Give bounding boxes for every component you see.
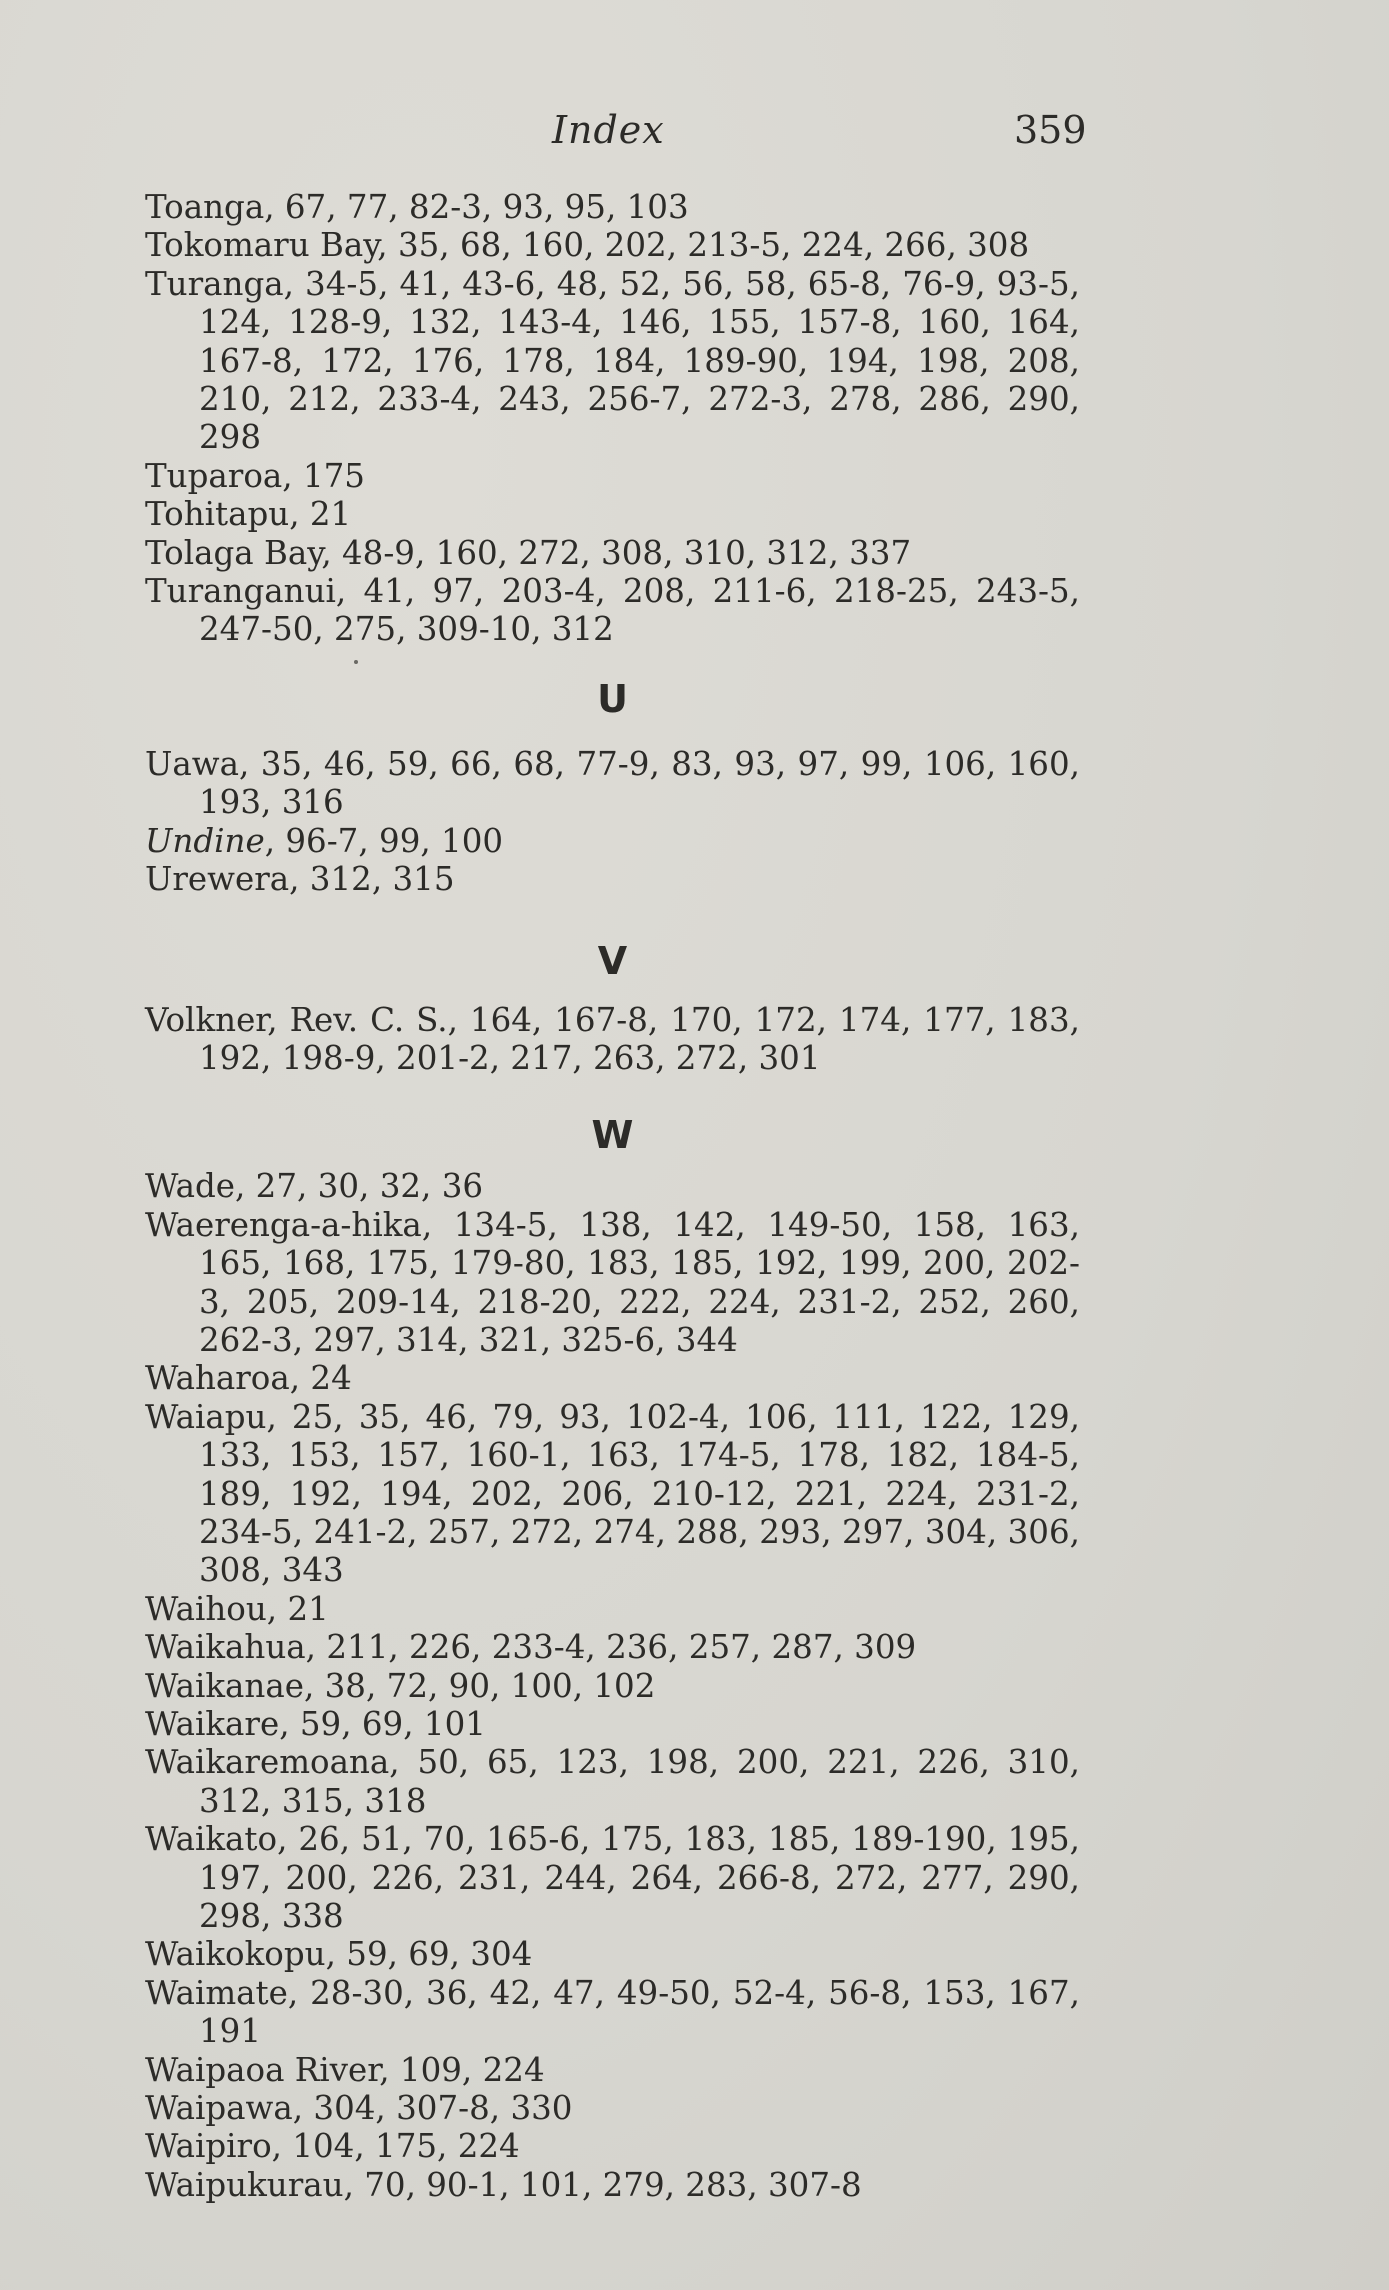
page-refs: , 104, 175, 224 — [271, 2127, 520, 2166]
index-term: Waipaoa River — [145, 2050, 380, 2089]
section-letter-v: V — [597, 938, 628, 983]
index-term: Tohitapu — [145, 495, 290, 534]
index-term: Waikaremoana — [145, 1743, 390, 1782]
index-term: Waikato — [145, 1820, 278, 1859]
index-term: Volkner, Rev. C. S. — [145, 1000, 448, 1039]
index-term: Waipukurau — [145, 2165, 344, 2204]
index-entry-waikanae — [145, 1667, 1080, 1705]
index-entry-waimate — [145, 1974, 1080, 2051]
index-entry-tohitapu — [145, 495, 1080, 533]
page-refs: , 59, 69, 304 — [325, 1935, 533, 1974]
page-refs: , 35, 46, 59, 66, 68, 77-9, 83, 93, 97, 99, 106, 160, 193, 316 — [199, 744, 1080, 822]
index-entry-volkner — [145, 1001, 1080, 1078]
page-refs: , 312, 315 — [289, 860, 455, 899]
page-refs: , 41, 97, 203-4, 208, 211-6, 218-25, 243-5, 247-50, 275, 309-10, 312 — [199, 572, 1080, 649]
page-refs: , 211, 226, 233-4, 236, 257, 287, 309 — [305, 1628, 917, 1667]
index-body — [145, 188, 1080, 2204]
index-entry-waihou — [145, 1590, 1080, 1628]
page-refs: , 34-5, 41, 43-6, 48, 52, 56, 58, 65-8, 76-9, 93-5, 124, 128-9, 132, 143-4, 146, 155, 157-8, 160, 164, 167-8, 172, 176, 178, 184, 189-90, 194, 198, 208, 210, 212, 233-4, 243, 256-7, 272-3, 278, 286, 290, 298 — [199, 264, 1080, 457]
index-entry-waipawa — [145, 2089, 1080, 2127]
index-entry-waikokopu — [145, 1935, 1080, 1973]
page-refs: , 67, 77, 82-3, 93, 95, 103 — [264, 188, 689, 226]
section-letter-w: W — [591, 1113, 634, 1158]
index-term: Waikahua — [145, 1628, 306, 1667]
index-term: Tokomaru Bay — [145, 226, 378, 265]
page-refs: , 134-5, 138, 142, 149-50, 158, 163, 165, 168, 175, 179-80, 183, 185, 192, 199, 200, 202-3, 205, 209-14, 218-20, 222, 224, 231-2, 252, 260, 262-3, 297, 314, 321, 325-6, 344 — [199, 1205, 1080, 1359]
index-entry-turanganui — [145, 572, 1080, 649]
page-refs: , 38, 72, 90, 100, 102 — [303, 1666, 656, 1705]
index-entry-uawa — [145, 745, 1080, 822]
index-term: Turanganui — [145, 572, 336, 611]
page-refs: , 175 — [282, 456, 365, 495]
page-refs: , 27, 30, 32, 36 — [235, 1167, 484, 1206]
page-refs: , 96-7, 99, 100 — [264, 821, 504, 860]
page-refs: , 26, 51, 70, 165-6, 175, 183, 185, 189-190, 195, 197, 200, 226, 231, 244, 264, 266-8, 272, 277, 290, 298, 338 — [199, 1820, 1080, 1936]
index-entry-waipukurau — [145, 2166, 1080, 2204]
index-entry-waikare — [145, 1705, 1080, 1743]
page-refs: , 70, 90-1, 101, 279, 283, 307-8 — [343, 2165, 862, 2204]
paper-speck — [354, 660, 358, 664]
index-entry-wade — [145, 1167, 1080, 1205]
index-term: Waiapu — [145, 1397, 267, 1436]
index-term: Waipiro — [145, 2127, 272, 2166]
index-entry-tuparoa — [145, 457, 1080, 495]
index-term: Toanga — [145, 188, 265, 226]
page-number: 359 — [1014, 108, 1087, 152]
page-refs: , 164, 167-8, 170, 172, 174, 177, 183, 192, 198-9, 201-2, 217, 263, 272, 301 — [199, 1000, 1080, 1077]
index-term: Waikare — [145, 1705, 280, 1743]
index-entry-waiapu — [145, 1398, 1080, 1590]
index-term: Undine — [145, 821, 265, 860]
index-term: Tolaga Bay — [145, 533, 322, 572]
running-title: Index — [552, 108, 665, 152]
page-refs: , 28-30, 36, 42, 47, 49-50, 52-4, 56-8, 153, 167, 191 — [199, 1973, 1080, 2051]
index-term: Waerenga-a-hika — [145, 1205, 422, 1244]
index-entry-waikaremoana — [145, 1743, 1080, 1820]
index-entry-waikato — [145, 1820, 1080, 1935]
page-refs: , 21 — [289, 495, 352, 534]
index-term: Uawa — [145, 744, 239, 783]
index-term: Turanga — [145, 264, 284, 303]
index-entry-waipaoa-river — [145, 2051, 1080, 2089]
index-entry-waipiro — [145, 2127, 1080, 2165]
index-term: Waikokopu — [145, 1935, 326, 1974]
index-entry-waerenga-a-hika — [145, 1206, 1080, 1360]
index-entry-tokomaru-bay — [145, 226, 1080, 264]
index-term: Waihou — [145, 1589, 267, 1628]
index-entry-tolaga-bay — [145, 534, 1080, 572]
index-entry-toanga — [145, 188, 1080, 226]
page-refs: , 24 — [289, 1359, 352, 1398]
page-refs: , 48-9, 160, 272, 308, 310, 312, 337 — [321, 533, 912, 572]
index-term: Tuparoa — [145, 456, 283, 495]
section-letter-u: U — [597, 676, 628, 721]
page-refs: , 59, 69, 101 — [279, 1705, 486, 1743]
index-entry-urewera — [145, 860, 1080, 898]
index-term: Urewera — [145, 860, 290, 899]
index-entry-waikahua — [145, 1628, 1080, 1666]
index-term: Waipawa — [145, 2089, 293, 2128]
index-term: Waikanae — [145, 1666, 304, 1705]
page-refs: , 109, 224 — [379, 2050, 545, 2089]
page-refs: , 35, 68, 160, 202, 213-5, 224, 266, 308 — [377, 226, 1030, 265]
page-refs: , 21 — [266, 1589, 329, 1628]
index-term: Waharoa — [145, 1359, 290, 1398]
page-refs: , 25, 35, 46, 79, 93, 102-4, 106, 111, 122, 129, 133, 153, 157, 160-1, 163, 174-5, 178, 182, 184-5, 189, 192, 194, 202, 206, 210-12, 221, 224, 231-2, 234-5, 241-2, 257, 272, 274, 288, 293, 297, 304, 306, 308, 343 — [199, 1397, 1080, 1590]
index-entry-waharoa — [145, 1359, 1080, 1397]
index-entry-turanga — [145, 265, 1080, 457]
running-head — [0, 108, 1389, 158]
index-term: Wade — [145, 1167, 235, 1206]
page-refs: , 50, 65, 123, 198, 200, 221, 226, 310, 312, 315, 318 — [199, 1743, 1080, 1820]
page-refs: , 304, 307-8, 330 — [292, 2089, 573, 2128]
index-term: Waimate — [145, 1973, 288, 2012]
index-entry-undine — [145, 822, 1080, 860]
